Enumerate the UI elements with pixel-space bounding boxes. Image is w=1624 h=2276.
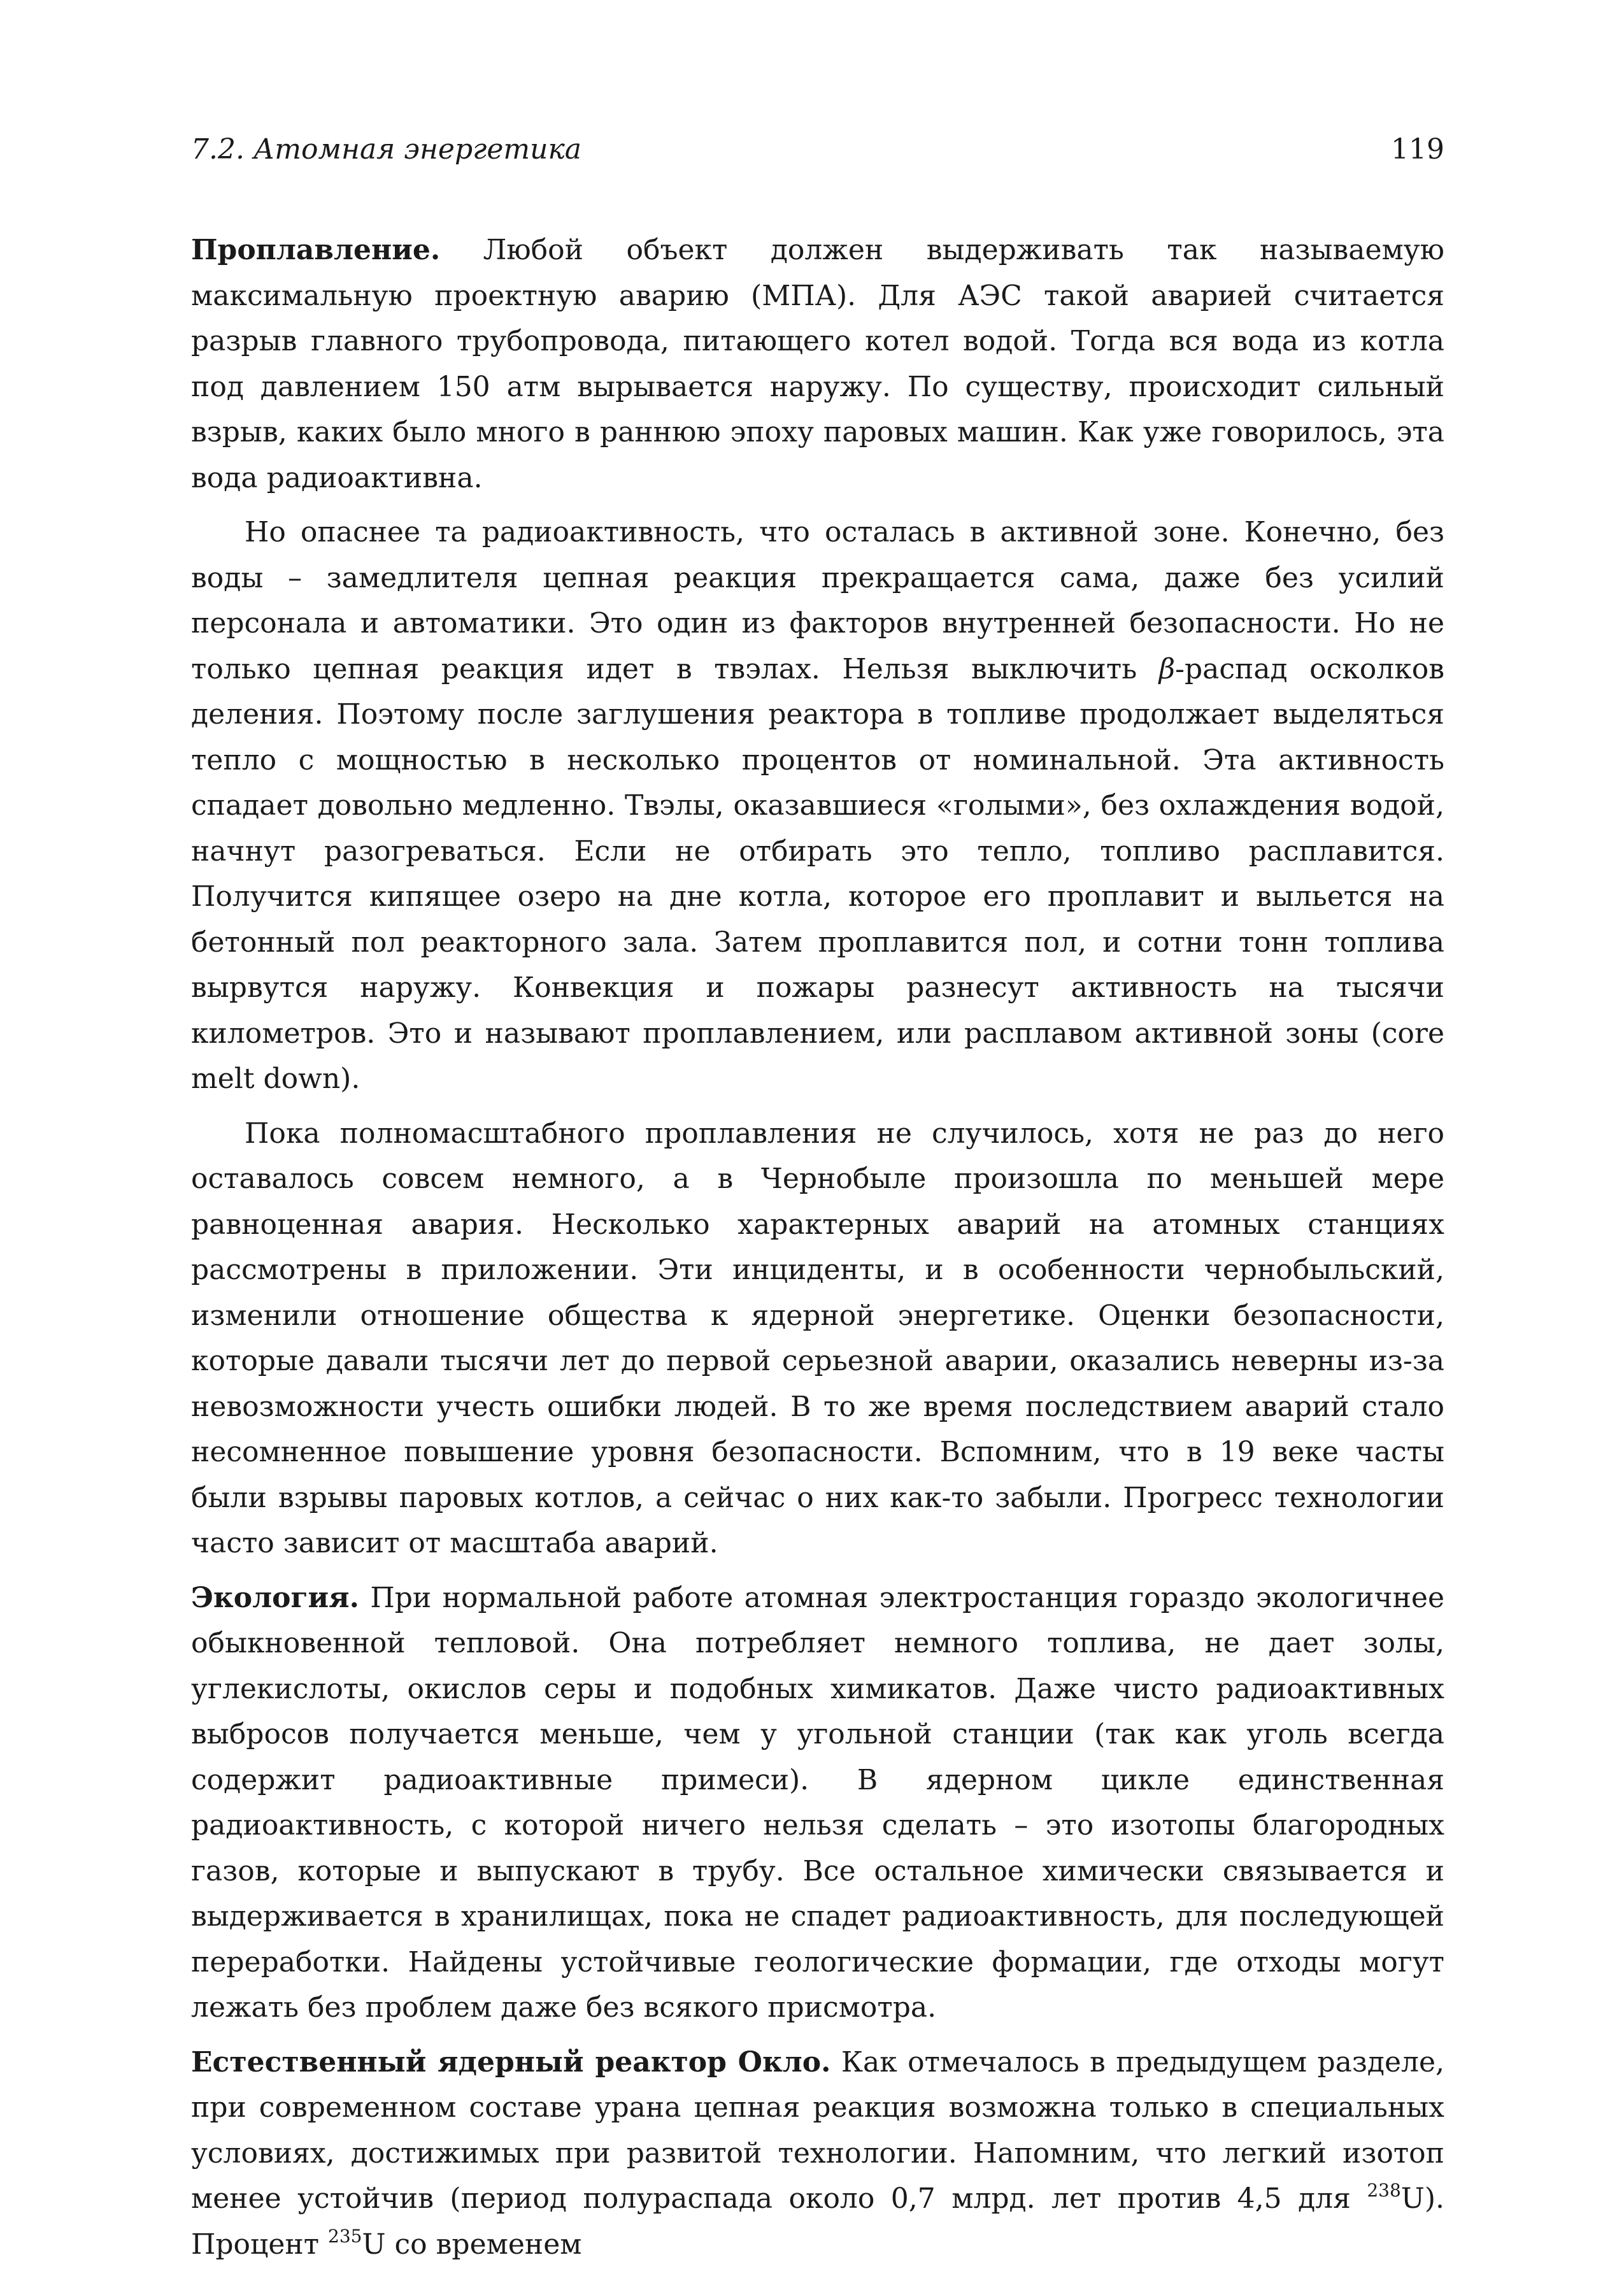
section-title: 7.2. Атомная энергетика — [191, 133, 581, 166]
beta-symbol: β — [1158, 652, 1176, 685]
page-number: 119 — [1391, 133, 1444, 166]
paragraph-oklo — [191, 2040, 1444, 2268]
paragraph-text: U со временем — [362, 2228, 582, 2261]
paragraph-text: Любой объект должен выдерживать так называемую максимальную проектную аварию (МПА). Для АЭС такой аварией считается разрыв главного трубопровода, питающего котел водой. Тогда вся вода из котла под давлением 150 атм вырывается наружу. По существу, происходит сильный взрыв, каких было много в раннюю эпоху паровых машин. Как уже говорилось, эта вода радиоактивна. — [191, 234, 1444, 494]
paragraph-heading-ecology: Экология. — [191, 1581, 359, 1614]
running-header — [191, 131, 1444, 169]
paragraph-heading-meltdown: Проплавление. — [191, 234, 441, 266]
isotope-superscript-235: 235 — [328, 2225, 362, 2247]
paragraph-core-activity — [191, 510, 1444, 1102]
paragraph-text: Пока полномасштабного проплавления не случилось, хотя не раз до него оставалось совсем немного, а в Чернобыле произошла по меньшей мере равноценная авария. Несколько характерных аварий на атомных станциях рассмотрены в приложении. Эти инциденты, и в особенности чернобыльский, изменили отношение общества к ядерной энергетике. Оценки безопасности, которые давали тысячи лет до первой серьезной аварии, оказались неверны из-за невозможности учесть ошибки людей. В то же время последствием аварий стало несомненное повышение уровня безопасности. Вспомним, что в 19 веке часты были взрывы паровых котлов, а сейчас о них как-то забыли. Прогресс технологии часто зависит от масштаба аварий. — [191, 1117, 1444, 1559]
paragraph-text: Но опаснее та радиоактивность, что осталась в активной зоне. Конечно, без воды – замедлителя цепная реакция прекращается сама, даже без усилий персонала и автоматики. Это один из факторов внутренней безопасности. Но не только цепная реакция идет в твэлах. Нельзя выключить — [191, 516, 1444, 685]
paragraph-text: Как отмечалось в предыдущем разделе, при современном составе урана цепная реакция возможна только в специальных условиях, достижимых при развитой технологии. Напомним, что легкий изотоп менее устойчив (период полураспада около 0,7 млрд. лет против 4,5 для — [191, 2045, 1444, 2215]
paragraph-text: U). Процент — [191, 2182, 1444, 2261]
paragraph-heading-oklo: Естественный ядерный реактор Окло. — [191, 2045, 831, 2079]
isotope-superscript-238: 238 — [1367, 2180, 1401, 2201]
paragraph-text: При нормальной работе атомная электростанция гораздо экологичнее обыкновенной тепловой. Она потребляет немного топлива, не дает золы, углекислоты, окислов серы и подобных химикатов. Даже чисто радиоактивных выбросов получается меньше, чем у угольной станции (так как уголь всегда содержит радиоактивные примеси). В ядерном цикле единственная радиоактивность, с которой ничего нельзя сделать – это изотопы благородных газов, которые и выпускают в трубу. Все остальное химически связывается и выдерживается в хранилищах, пока не спадет радиоактивность, для последующей переработки. Найдены устойчивые геологические формации, где отходы могут лежать без проблем даже без всякого присмотра. — [191, 1581, 1444, 2024]
paragraph-accidents — [191, 1111, 1444, 1566]
paragraph-meltdown — [191, 227, 1444, 501]
paragraph-text: -распад осколков деления. Поэтому после заглушения реактора в топливе продолжает выделяться тепло с мощностью в несколько процентов от номинальной. Эта активность спадает довольно медленно. Твэлы, оказавшиеся «голыми», без охлаждения водой, начнут разогреваться. Если не отбирать это тепло, топливо расплавится. Получится кипящее озеро на дне котла, которое его проплавит и выльется на бетонный пол реакторного зала. Затем проплавится пол, и сотни тонн топлива вырвутся наружу. Конвекция и пожары разнесут активность на тысячи километров. Это и называют проплавлением, или расплавом активной зоны (core melt down). — [191, 652, 1444, 1095]
page — [191, 131, 1444, 2276]
paragraph-ecology — [191, 1575, 1444, 2031]
